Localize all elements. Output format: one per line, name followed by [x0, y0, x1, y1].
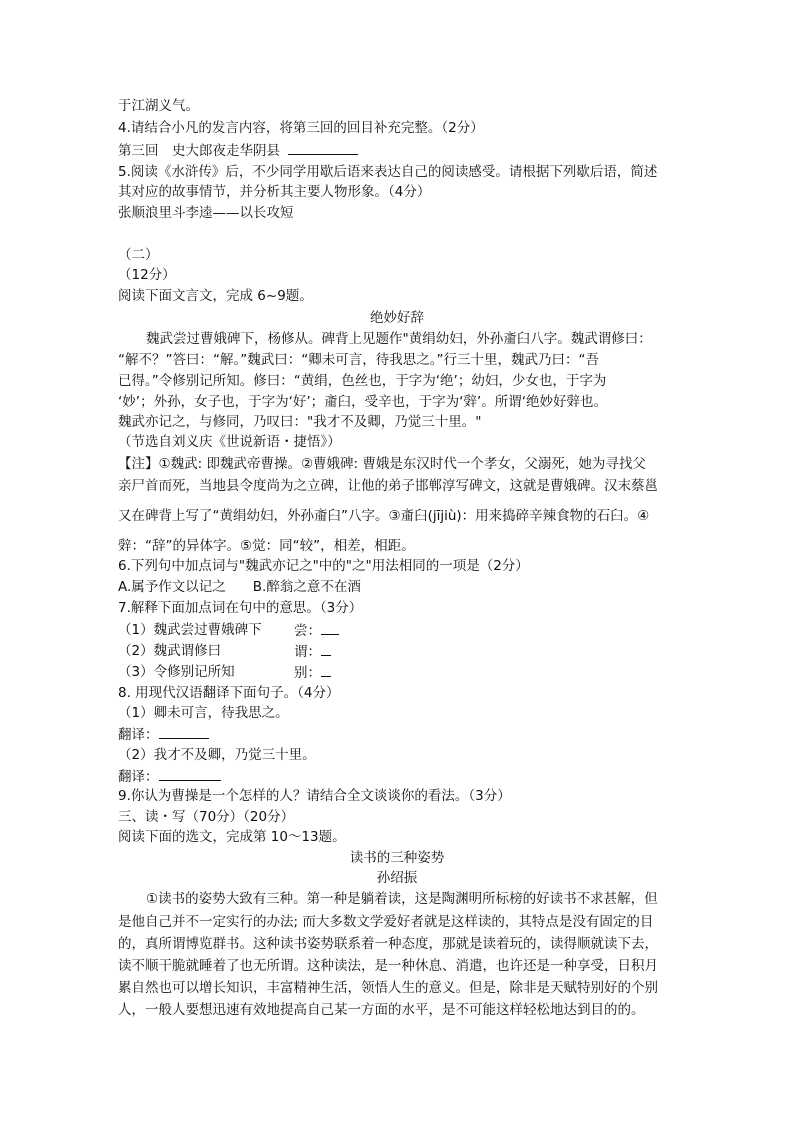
instruction: 阅读下面的选文，完成第 10～13题。 — [118, 829, 346, 845]
answer-item-3 — [294, 662, 331, 683]
chapter-title: 第三回 史大郎夜走华阴县 — [118, 143, 280, 159]
note-line: 【注】①魏武: 即魏武帝曹操。②曹娥碑: 曹娥是东汉时代一个孝女，父溺死，她为寻找父 — [118, 456, 646, 472]
passage-line: 魏武亦记之，与修同，乃叹曰："我才不及卿，乃觉三十里。" — [118, 414, 482, 430]
part-heading: 三、读・写（70分）（20分） — [118, 809, 295, 825]
essay-line: 是他自己并不一定实行的办法; 而大多数文学爱好者就是这样读的，其特点是没有固定的目 — [118, 914, 654, 930]
sub-item-1: （1）卿未可言，待我思之。 — [118, 705, 289, 721]
passage-line: ‘妙’；外孙，女子也，于字为‘好’；齑臼，受辛也，于字为‘辤’。所谓‘绝妙好辤也。 — [118, 394, 608, 410]
xiehouyu: 张顺浪里斗李逵——以长攻短 — [118, 205, 294, 221]
essay-line: 读不顺干脆就睡着了也无所谓。这种读法，是一种休息、消遣，也许还是一种享受，日积月 — [118, 958, 658, 974]
essay-line: 累自然也可以增长知识，丰富精神生活，领悟人生的意义。但是，除非是天赋特别好的个别 — [118, 980, 658, 996]
source-note: （节选自刘义庆《世说新语・捷悟》） — [118, 434, 341, 450]
instruction: 阅读下面文言文，完成 6~9题。 — [118, 288, 313, 304]
answer-label: 尝： — [294, 623, 321, 639]
answer-blank — [159, 724, 209, 739]
answer-blank — [159, 766, 221, 781]
note-line: 亲尸首而死，当地县令度尚为之立碑，让他的弟子邯郸淳写碑文，这就是曹娥碑。汉末蔡邕 — [118, 478, 658, 494]
question-8: 8. 用现代汉语翻译下面句子。（4分） — [118, 685, 340, 701]
answer-label: 谓： — [294, 644, 321, 660]
essay-line: 人，一般人要想迅速有效地提高自己某一方面的水平，是不可能这样轻松地达到目的的。 — [118, 1002, 645, 1018]
essay-title: 读书的三种姿势 — [349, 850, 445, 866]
question-9: 9.你认为曹操是一个怎样的人？请结合全文谈谈你的看法。（3分） — [118, 788, 511, 804]
sub-item-1: （1）魏武尝过曹娥碑下 — [118, 622, 262, 638]
note-line: 又在碑背上写了“黄绢幼妇，外孙齑臼”八字。③齑臼(jījiù)：用来捣碎辛辣食物的石臼。④ — [118, 508, 650, 524]
passage-line: 魏武尝过曹娥碑下，杨修从。碑背上见题作"黄绢幼妇，外孙齑臼八字。魏武谓修曰： — [146, 331, 652, 347]
section-score: （12分） — [118, 267, 176, 283]
translation-line — [118, 766, 221, 787]
note-line: 辤：“辞”的异体字。⑤觉：同“较”，相差，相距。 — [118, 538, 415, 554]
question-6: 6.下列句中加点词与"魏武亦记之"中的"之"用法相同的一项是（2分） — [118, 558, 529, 574]
answer-label: 别： — [294, 665, 321, 681]
answer-item-1 — [294, 620, 339, 641]
answer-line — [118, 140, 358, 161]
question-5: 5.阅读《水浒传》后，不少同学用歇后语来表达自己的阅读感受。请根据下列歇后语，简述 — [118, 164, 658, 180]
section-heading: （二） — [118, 247, 159, 263]
essay-line: ①读书的姿势大致有三种。第一种是躺着读，这是陶渊明所标榜的好读书不求甚解，但 — [146, 891, 658, 907]
translation-label: 翻译： — [118, 769, 159, 785]
passage-line: 已得。”令修别记所知。修曰：“黄绢，色丝也，于字为‘绝’；幼妇，少女也，于字为 — [118, 373, 607, 389]
answer-blank — [321, 641, 331, 656]
translation-label: 翻译： — [118, 727, 159, 743]
question-7: 7.解释下面加点词在句中的意思。（3分） — [118, 600, 363, 616]
sub-item-2: （2）我才不及卿，乃觉三十里。 — [118, 747, 316, 763]
answer-item-2 — [294, 641, 331, 662]
essay-author: 孙绍振 — [376, 870, 418, 886]
answer-blank — [288, 140, 358, 155]
answer-blank — [321, 662, 331, 677]
translation-line — [118, 724, 209, 745]
answer-blank — [321, 620, 339, 635]
text-line: 其对应的故事情节，并分析其主要人物形象。（4分） — [118, 184, 431, 200]
passage-line: “解不？”答曰：“解。”魏武曰：“卿未可言，待我思之。”行三十里，魏武乃曰：“吾 — [118, 352, 599, 368]
sub-item-2: （2）魏武谓修曰 — [118, 643, 222, 659]
option-line: A.属予作文以记之 B.醉翁之意不在酒 — [118, 579, 361, 595]
text-line: 于江湖义气。 — [118, 98, 199, 114]
passage-title: 绝妙好辞 — [370, 310, 424, 326]
sub-item-3: （3）令修别记所知 — [118, 664, 235, 680]
question-4: 4.请结合小凡的发言内容，将第三回的回目补充完整。（2分） — [118, 120, 484, 136]
essay-line: 的，真所谓博览群书。这种读书姿势联系着一种态度，那就是读着玩的，读得顺就读下去， — [118, 936, 658, 952]
